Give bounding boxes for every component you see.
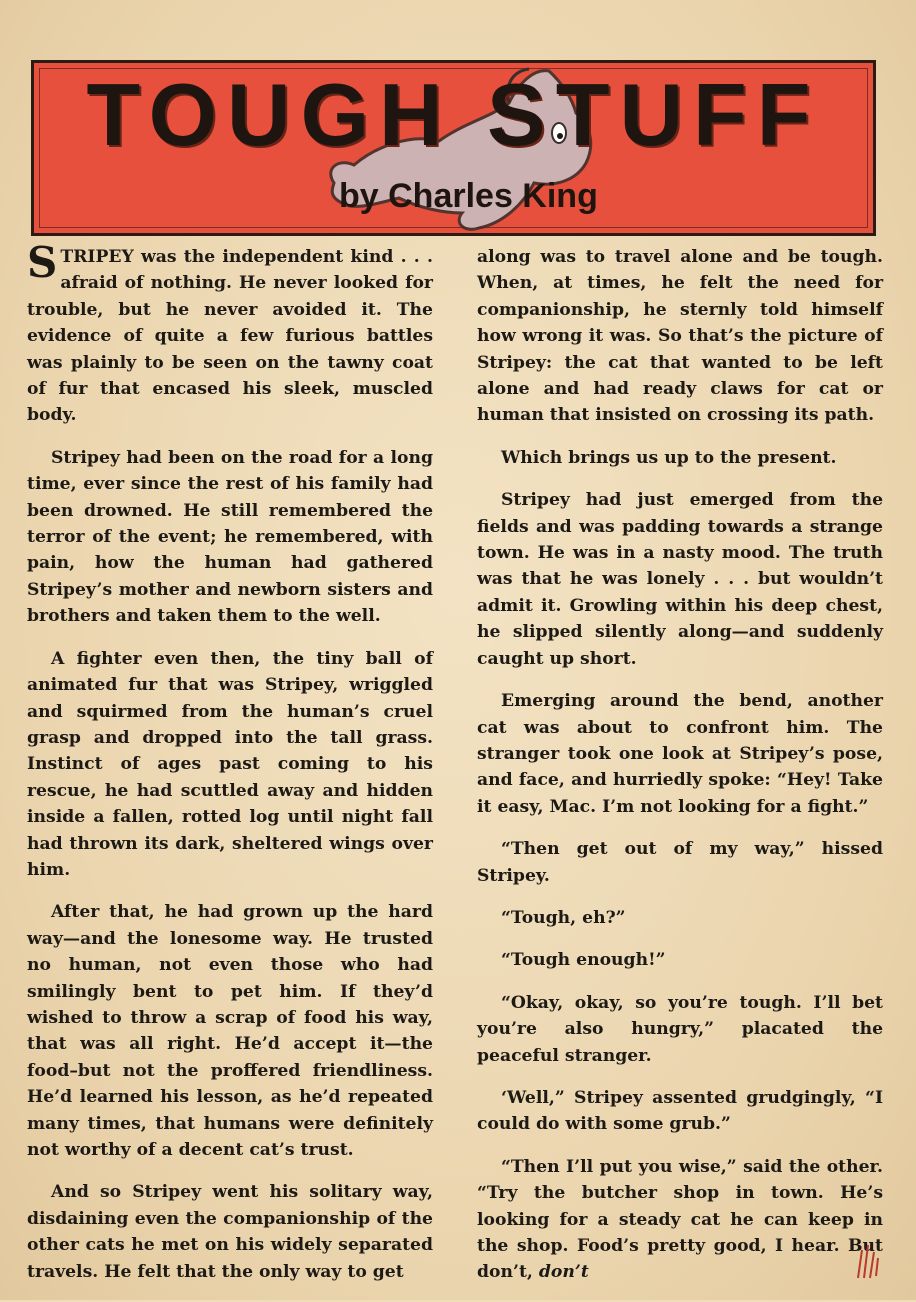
story-title: TOUGH STUFF [86,65,821,164]
paragraph: “Tough enough!” [501,950,666,971]
paragraph: Stripey had just emerged from the fields and was padding towards a strange town. He was in a nasty mood. The truth was that he was lonely . . . but wouldn’t admit it. Growling within his deep chest, he slipped silently along—and suddenly caught up short. [477,490,883,669]
story-byline: by Charles King [339,177,598,215]
paragraph: After that, he had grown up the hard way—and the lonesome way. He trusted no human, not even those who had smilingly bent to pet him. If they’d wished to throw a scrap of food his way, that was all right. He’d accept it—the food–but not the proffered friendliness. He’d learned his lesson, as he’d repeated many times, that humans were definitely not worthy of a decent cat’s trust. [27,902,433,1160]
paragraph: along was to travel alone and be tough. When, at times, he felt the need for companionship, he sternly told himself how wrong it was. So that’s the picture of Stripey: the cat that wanted to be left alone and had ready claws for cat or human that insisted on crossing its path. [477,247,883,426]
title-banner [31,60,876,236]
story-body [27,238,887,1283]
paragraph [477,1154,883,1286]
paragraph: “Okay, okay, so you’re tough. I’ll bet you’re also hungry,” placated the peaceful stranger. [477,992,883,1066]
paragraph: A fighter even then, the tiny ball of animated fur that was Stripey, wriggled and squirmed from the human’s cruel grasp and dropped into the tall grass. Instinct of ages past coming to his rescue, he had scuttled away and hidden inside a fallen, rotted log until night fall had thrown its dark, sheltered wings over him. [27,648,433,880]
drop-cap: S [27,238,58,287]
paragraph: “Then get out of my way,” hissed Stripey. [477,839,883,886]
paragraph [27,238,433,429]
ink-scratch-mark [848,1220,884,1280]
paragraph-text: “Then I’ll put you wise,” said the other. “Try the butcher shop in town. He’s looking for a steady cat he can keep in the shop. Food’s pretty good, I hear. But don’t, [477,1156,883,1283]
paragraph: Which brings us up to the present. [501,447,837,468]
paragraph: ‘Well,” Stripey assented grudgingly, “I could do with some grub.” [477,1087,883,1135]
paragraph: And so Stripey went his solitary way, disdaining even the companionship of the other cats he met on his widely separated travels. He felt that the only way to get [27,1182,433,1282]
emphasis-text: don’t [538,1262,589,1283]
paragraph: Stripey had been on the road for a long time, ever since the rest of his family had been drowned. He still remembered the terror of the event; he remembered, with pain, how the human had gathered Stripey’s mother and newborn sisters and brothers and taken them to the well. [27,447,433,627]
paragraph: “Tough, eh?” [501,907,626,928]
paragraph: Emerging around the bend, another cat was about to confront him. The stranger took one look at Stripey’s pose, and face, and hurriedly spoke: “Hey! Take it easy, Mac. I’m not looking for a fight.” [477,691,883,817]
left-column [27,238,433,1301]
paragraph-text: TRIPEY was the independent kind . . . afraid of nothing. He never looked for trouble, but he never avoided it. The evidence of quite a few furious battles was plainly to be seen on the tawny coat of fur that encased his sleek, muscled body. [27,247,433,426]
right-column [477,244,883,1302]
